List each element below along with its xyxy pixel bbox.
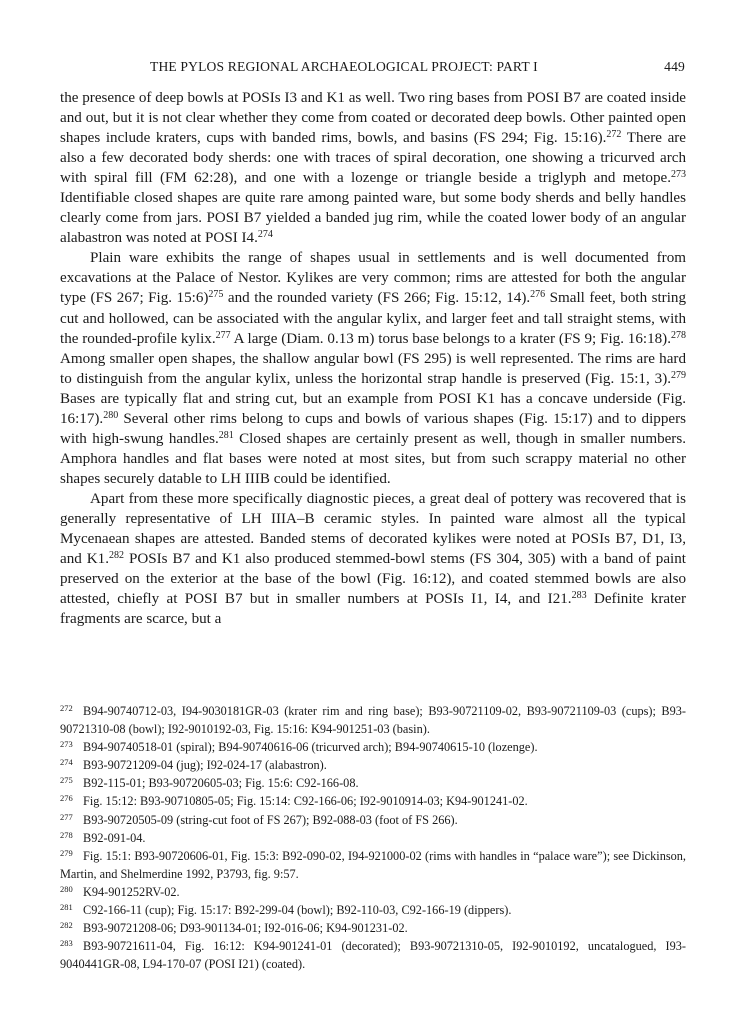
footnote-text: B93-90720505-09 (string-cut foot of FS 267); B92-088-03 (foot of FS 266).: [83, 812, 458, 827]
footnote-text: B93-90721611-04, Fig. 16:12: K94-901241-01 (decorated); B93-90721310-05, I92-9010192, uncatalogued, I93-9040441GR-08, L94-170-07 (POSI I21) (coated).: [60, 939, 686, 972]
footnote-reference: 283: [571, 590, 587, 602]
text-run: There are also a few decorated body sherds: one with traces of spiral decoration, one showing a tricurved arch with spiral fill (FM 62:28), and one with a lozenge or triangle beside a triglyph and metope.: [60, 130, 686, 187]
footnotes: [60, 702, 686, 973]
footnote-text: B94-90740518-01 (spiral); B94-90740616-06 (tricurved arch); B94-90740615-10 (lozenge).: [83, 740, 538, 755]
footnote-text: B94-90740712-03, I94-9030181GR-03 (krater rim and ring base); B93-90721109-02, B93-90721109-03 (cups); B93-90721310-08 (bowl); I92-9010192-03, Fig. 15:16: K94-901251-03 (basin).: [60, 704, 686, 737]
footnote-reference: 276: [530, 289, 546, 301]
page-number: 449: [664, 59, 685, 74]
text-run: Among smaller open shapes, the shallow angular bowl (FS 295) is well represented. The rims are hard to distinguish from the angular kylix, unless the horizontal strap handle is preserved (Fig. 15:1, 3).: [60, 350, 686, 387]
footnote-reference: 281: [218, 429, 234, 441]
footnote: 282 B93-90721208-06; D93-901134-01; I92-016-06; K94-901231-02.: [60, 920, 408, 936]
footnote-text: B92-091-04.: [83, 830, 146, 845]
text-run: Closed shapes are certainly present as well, though in smaller numbers. Amphora handles and flat bases were noted at most sites, but from such scrappy material no other shapes securely datable to LH IIIB could be identified.: [60, 430, 686, 487]
text-run: Apart from these more specifically diagnostic pieces, a great deal of pottery was recovered that is generally representative of LH IIIA–B ceramic styles. In painted ware almost all the typical Mycenaean shapes are attested. Banded stems of decorated kylikes were noted at POSIs B7, D1, I3, and K1.: [60, 490, 686, 568]
footnote-reference: 278: [671, 329, 686, 341]
footnote-reference: 275: [208, 289, 224, 301]
text-run: Plain ware exhibits the range of shapes usual in settlements and is well documented from excavations at the Palace of Nestor. Kylikes are very common; rims are attested for both the angular type (FS 267; Fig. 15:6): [60, 250, 686, 307]
text-run: Bases are typically flat and string cut, but an example from POSI K1 has a concave underside (Fig. 16:17).: [60, 390, 686, 427]
footnote: 280 K94-901252RV-02.: [60, 883, 180, 899]
footnote-reference: 277: [215, 329, 231, 341]
text-run: Identifiable closed shapes are quite rare among painted ware, but some body sherds and belly handles clearly come from jars. POSI B7 yielded a banded jug rim, while the coated lower body of an angular alabastron was noted at POSI I4.: [60, 190, 686, 247]
text-run: and the rounded variety (FS 266; Fig. 15:12, 14).: [223, 290, 531, 307]
text-run: A large (Diam. 0.13 m) torus base belongs to a krater (FS 9; Fig. 16:18).: [230, 330, 671, 347]
footnote-text: Fig. 15:12: B93-90710805-05; Fig. 15:14: C92-166-06; I92-9010914-03; K94-901241-02.: [83, 794, 528, 809]
footnote: 273 B94-90740518-01 (spiral); B94-90740616-06 (tricurved arch); B94-90740615-10 (lozenge).: [60, 739, 538, 755]
footnote: 279 Fig. 15:1: B93-90720606-01, Fig. 15:3: B92-090-02, I94-921000-02 (rims with handles in “palace ware”); see Dickinson, Martin, and Shelmerdine 1992, P3793, fig. 9:57.: [60, 847, 686, 881]
footnote: 276 Fig. 15:12: B93-90710805-05; Fig. 15:14: C92-166-06; I92-9010914-03; K94-901241-02.: [60, 793, 528, 809]
footnote: 281 C92-166-11 (cup); Fig. 15:17: B92-299-04 (bowl); B92-110-03, C92-166-19 (dippers).: [60, 902, 512, 918]
footnote: 278 B92-091-04.: [60, 829, 146, 845]
text-run: Several other rims belong to cups and bowls of various shapes (Fig. 15:17) and to dippers with high-swung handles.: [60, 410, 686, 447]
footnote-reference: 282: [108, 550, 124, 562]
footnote-text: B92-115-01; B93-90720605-03; Fig. 15:6: C92-166-08.: [83, 776, 359, 791]
footnote-reference: 272: [606, 129, 622, 141]
footnote: 283 B93-90721611-04, Fig. 16:12: K94-901241-01 (decorated); B93-90721310-05, I92-9010192, uncatalogued, I93-9040441GR-08, L94-170-07 (POSI I21) (coated).: [60, 938, 686, 972]
running-title: THE PYLOS REGIONAL ARCHAEOLOGICAL PROJECT: PART I: [150, 59, 538, 74]
body-paragraph: [60, 489, 686, 629]
footnote-text: B93-90721208-06; D93-901134-01; I92-016-06; K94-901231-02.: [83, 921, 408, 936]
text-run: POSIs B7 and K1 also produced stemmed-bowl stems (FS 304, 305) with a band of paint preserved on the exterior at the base of the bowl (Fig. 16:12), and coated stemmed bowls are also attested, chiefly at POSI B7 but in smaller numbers at POSIs I1, I4, and I21.: [60, 551, 686, 608]
text-run: Small feet, both string cut and hollowed, can be associated with the angular kylix, and larger feet and tall straight stems, with the rounded-profile kylix.: [60, 290, 686, 347]
footnote-text: C92-166-11 (cup); Fig. 15:17: B92-299-04 (bowl); B92-110-03, C92-166-19 (dippers).: [83, 903, 512, 918]
text-run: the presence of deep bowls at POSIs I3 and K1 as well. Two ring bases from POSI B7 are coated inside and out, but it is not clear whether they come from coated or decorated deep bowls. Other painted open shapes include kraters, cups with banded rims, bowls, and basins (FS 294; Fig. 15:16).: [60, 90, 686, 147]
footnote-reference: 273: [671, 169, 686, 181]
body-paragraph: [60, 88, 686, 248]
footnote-reference: 280: [103, 409, 119, 421]
footnote-text: K94-901252RV-02.: [83, 884, 180, 899]
body-text: [60, 88, 686, 629]
body-paragraph: [60, 248, 686, 489]
footnote-reference: 279: [671, 369, 686, 381]
footnote: 277 B93-90720505-09 (string-cut foot of FS 267); B92-088-03 (foot of FS 266).: [60, 811, 458, 827]
footnote-text: Fig. 15:1: B93-90720606-01, Fig. 15:3: B92-090-02, I94-921000-02 (rims with handles in “palace ware”); see Dickinson, Martin, and Shelmerdine 1992, P3793, fig. 9:57.: [60, 848, 686, 881]
text-run: Definite krater fragments are scarce, but a: [60, 591, 686, 628]
footnote: 274 B93-90721209-04 (jug); I92-024-17 (alabastron).: [60, 757, 327, 773]
footnote-reference: 274: [257, 229, 273, 241]
footnote: 275 B92-115-01; B93-90720605-03; Fig. 15:6: C92-166-08.: [60, 775, 359, 791]
footnote: 272 B94-90740712-03, I94-9030181GR-03 (krater rim and ring base); B93-90721109-02, B93-90721109-03 (cups); B93-90721310-08 (bowl); I92-9010192-03, Fig. 15:16: K94-901251-03 (basin).: [60, 703, 686, 737]
footnote-text: B93-90721209-04 (jug); I92-024-17 (alabastron).: [83, 758, 327, 773]
